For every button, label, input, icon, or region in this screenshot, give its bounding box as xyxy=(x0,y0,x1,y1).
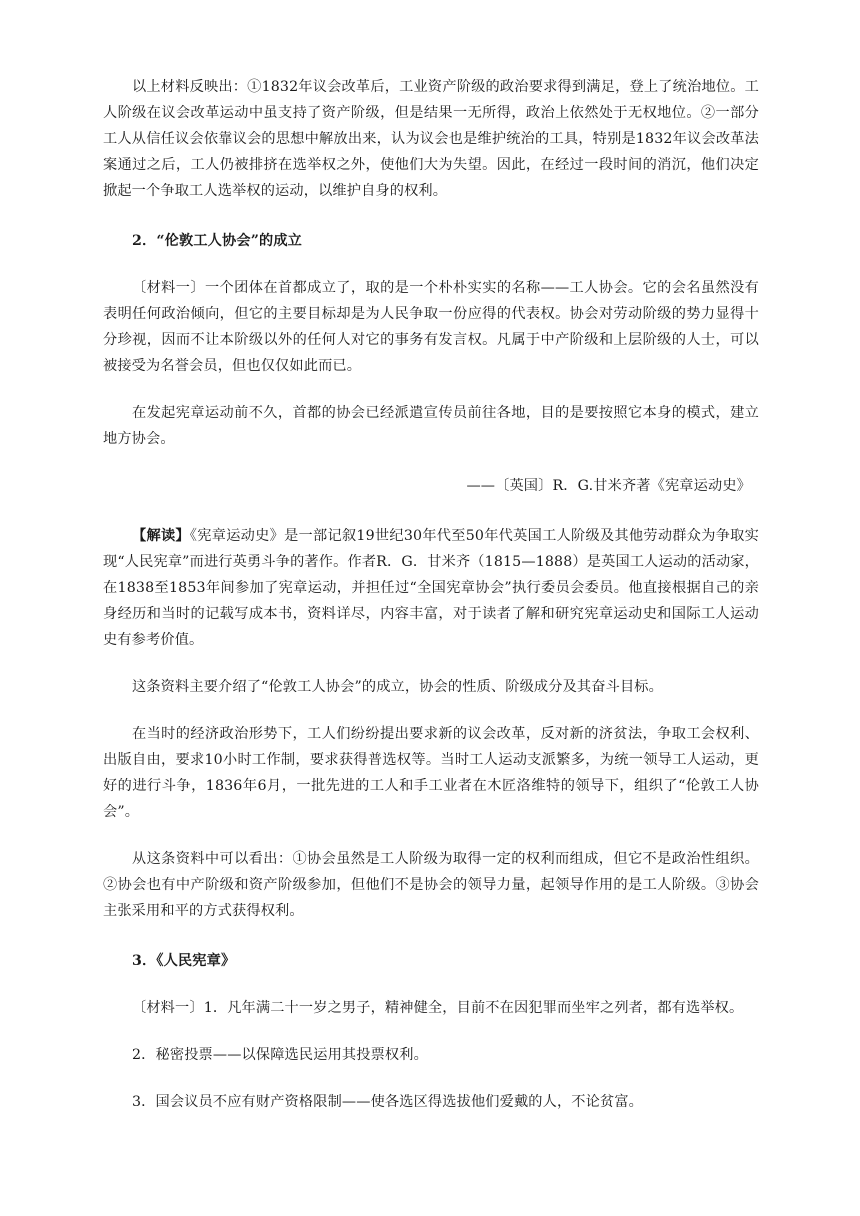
section-heading-2: 2．“伦敦工人协会”的成立 xyxy=(132,233,303,249)
paragraph-context: 在当时的经济政治形势下，工人们纷纷提出要求新的议会改革，反对新的济贫法，争取工会权利、出版自由，要求10小时工作制，要求获得普选权等。当时工人运动支派繁多，为统一领导工人运动，更好的进行斗争，1836年6月，一批先进的工人和手工业者在木匠洛维特的领导下，组织了“伦敦工人协会”。 xyxy=(103,726,759,820)
paragraph-summary: 以上材料反映出：①1832年议会改革后，工业资产阶级的政治要求得到满足，登上了统治地位。工人阶级在议会改革运动中虽支持了资产阶级，但是结果一无所得，政治上依然处于无权地位。②一部分工人从信任议会依靠议会的思想中解放出来，认为议会也是维护统治的工具，特别是1832年议会改革法案通过之后，工人仍被排挤在选举权之外，使他们大为失望。因此，在经过一段时间的消沉，他们决定掀起一个争取工人选举权的运动，以维护自身的权利。 xyxy=(103,79,759,199)
source-citation: ——〔英国〕R．G.甘米齐著《宪章运动史》 xyxy=(466,478,751,494)
interpretation-paragraph xyxy=(103,523,759,653)
section-heading-3: 3．《人民宪章》 xyxy=(132,953,236,969)
charter-item-3: 3．国会议员不应有财产资格限制——使各选区得选拔他们爱戴的人，不论贫富。 xyxy=(132,1094,643,1110)
charter-item-2: 2．秘密投票——以保障选民运用其投票权利。 xyxy=(132,1047,428,1063)
paragraph-analysis: 从这条资料中可以看出：①协会虽然是工人阶级为取得一定的权利而组成，但它不是政治性组织。②协会也有中产阶级和资产阶级参加，但他们不是协会的领导力量，起领导作用的是工人阶级。③协会主张采用和平的方式获得权利。 xyxy=(103,851,759,919)
document-page xyxy=(103,74,759,1115)
paragraph-overview: 这条资料主要介绍了“伦敦工人协会”的成立，协会的性质、阶级成分及其奋斗目标。 xyxy=(132,679,663,695)
charter-item-1: 〔材料一〕1．凡年满二十一岁之男子，精神健全，目前不在因犯罪而坐牢之列者，都有选举权。 xyxy=(132,1000,744,1016)
material-one-continued: 在发起宪章运动前不久，首都的协会已经派遣宣传员前往各地，目的是要按照它本身的模式，建立地方协会。 xyxy=(103,405,759,447)
interpretation-label: 【解读】 xyxy=(132,528,190,544)
material-one-paragraph: 〔材料一〕一个团体在首都成立了，取的是一个朴朴实实的名称——工人协会。它的会名虽然没有表明任何政治倾向，但它的主要目标却是为人民争取一份应得的代表权。协会对劳动阶级的势力显得十分珍视，因而不让本阶级以外的任何人对它的事务有发言权。凡属于中产阶级和上层阶级的人士，可以被接受为名誉会员，但也仅仅如此而已。 xyxy=(103,280,759,374)
interpretation-text: 《宪章运动史》是一部记叙19世纪30年代至50年代英国工人阶级及其他劳动群众为争取实现“人民宪章”而进行英勇斗争的著作。作者R．G．甘米齐（1815—1888）是英国工人运动的活动家，在1838至1853年间参加了宪章运动，并担任过“全国宪章协会”执行委员会委员。他直接根据自己的亲身经历和当时的记载写成本书，资料详尽，内容丰富，对于读者了解和研究宪章运动史和国际工人运动史有参考价值。 xyxy=(103,528,759,648)
